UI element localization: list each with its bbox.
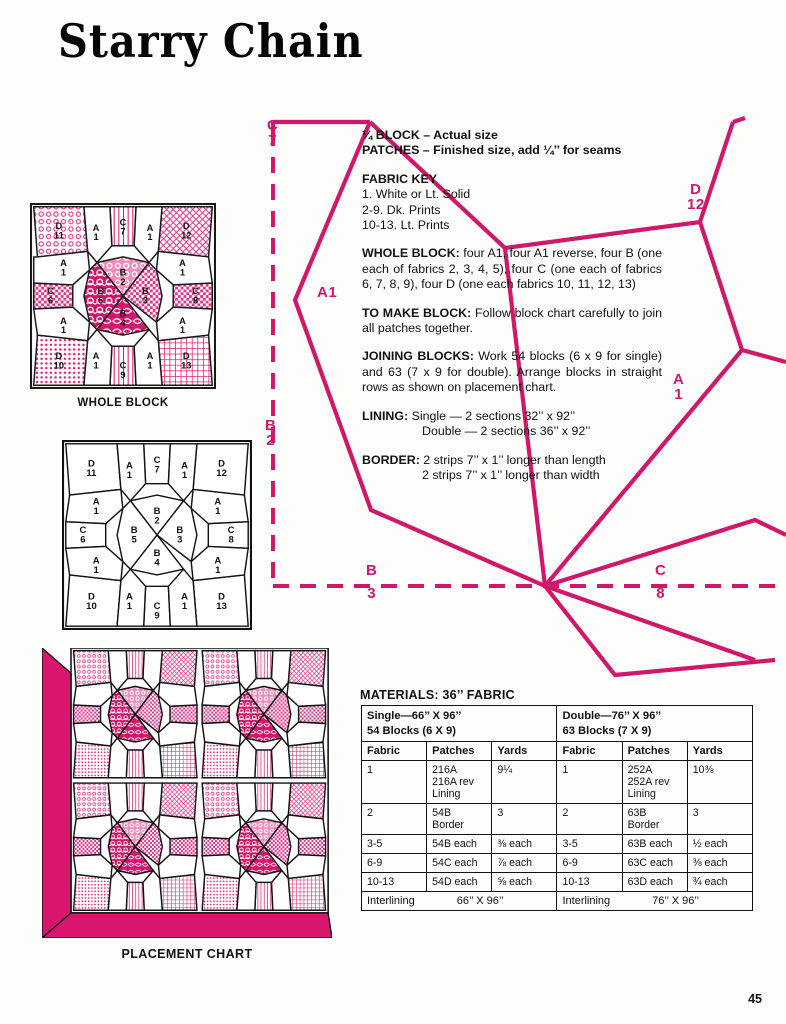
- svg-text:C: C: [79, 525, 87, 537]
- svg-text:B: B: [176, 525, 184, 537]
- pattern-label-c8: C 8: [655, 562, 667, 602]
- whole-block-text: four A1, four A1 reverse, four B (one each of fabrics 2, 3, 4, 5), four C (one each of fabrics 6, 7, 8, 9), four D (one each fabrics 10, 11, 12, 13): [362, 246, 663, 292]
- svg-text:9: 9: [154, 610, 160, 622]
- svg-text:5: 5: [98, 295, 104, 306]
- svg-text:6: 6: [80, 534, 86, 546]
- svg-text:7: 7: [154, 464, 160, 476]
- pattern-label-b2: B 2: [265, 417, 277, 449]
- svg-text:12: 12: [181, 230, 192, 241]
- svg-text:11: 11: [53, 230, 64, 241]
- svg-text:A: A: [60, 315, 67, 326]
- svg-text:A: A: [92, 496, 100, 508]
- svg-text:D: D: [182, 351, 190, 362]
- pattern-label-d12: D 12: [687, 181, 705, 213]
- svg-text:5: 5: [131, 534, 137, 546]
- svg-text:B: B: [119, 308, 127, 319]
- to-make-block-text: Follow block chart carefully to join all patches together.: [362, 305, 662, 336]
- cell-fabric: 10-13: [362, 873, 427, 892]
- cell-patches: 54C each: [427, 854, 492, 873]
- svg-text:A: A: [92, 222, 100, 233]
- svg-text:C: C: [119, 217, 127, 228]
- svg-text:A: A: [126, 460, 133, 472]
- svg-text:1: 1: [147, 360, 153, 371]
- cell-fabric: 6-9: [362, 854, 427, 873]
- border-line-2: 2 strips 7’’ x 1’’ longer than width: [422, 467, 600, 482]
- svg-text:1: 1: [93, 506, 99, 518]
- single-col-yards: Yards: [492, 742, 557, 761]
- to-make-block-heading: TO MAKE BLOCK:: [362, 305, 472, 320]
- border-heading: BORDER:: [362, 452, 420, 467]
- svg-text:A: A: [92, 555, 100, 567]
- cell-patches: 63D each: [622, 873, 687, 892]
- cell-fabric: 3-5: [362, 835, 427, 854]
- materials-table-wrapper: [361, 705, 753, 911]
- materials-table: [361, 705, 753, 911]
- svg-text:3: 3: [142, 295, 148, 306]
- svg-text:10: 10: [86, 601, 97, 613]
- svg-text:A: A: [214, 496, 222, 508]
- double-col-fabric: Fabric: [557, 742, 622, 761]
- svg-text:D: D: [55, 221, 63, 232]
- svg-text:1: 1: [126, 470, 133, 481]
- cell-patches: 63B each: [622, 835, 687, 854]
- svg-text:A: A: [181, 591, 188, 603]
- svg-text:6: 6: [47, 295, 54, 306]
- lining-line-1: Single — 2 sections 32’’ x 92’’: [411, 408, 576, 423]
- svg-text:1: 1: [93, 360, 99, 371]
- page-number: 45: [748, 992, 762, 1006]
- single-interlining: Interlining 66’’ X 96’’: [362, 892, 557, 911]
- svg-text:13: 13: [181, 360, 192, 371]
- svg-text:B: B: [141, 286, 149, 297]
- border-instruction: [362, 453, 662, 484]
- svg-text:3: 3: [177, 534, 183, 546]
- cell-yards: ⅜ each: [492, 835, 557, 854]
- svg-text:A: A: [146, 222, 154, 233]
- materials-heading: MATERIALS: 36’’ FABRIC: [360, 688, 515, 702]
- svg-text:11: 11: [86, 468, 97, 480]
- cell-patches: 54B Border: [427, 804, 492, 835]
- joining-blocks-instruction: [362, 349, 662, 395]
- cell-yards: ⅜ each: [687, 854, 752, 873]
- cell-fabric: 10-13: [557, 873, 622, 892]
- svg-text:10: 10: [53, 360, 65, 371]
- fabric-key-item-2: 2-9. Dk. Prints: [362, 202, 441, 217]
- svg-text:4: 4: [154, 557, 160, 569]
- fabric-key: [362, 172, 662, 234]
- svg-text:B: B: [153, 506, 161, 518]
- svg-text:C: C: [47, 286, 54, 297]
- table-row-interlining: [362, 892, 753, 911]
- table-row: [362, 804, 753, 835]
- svg-text:1: 1: [179, 325, 186, 336]
- single-title-cell: Single—66’’ X 96’’ 54 Blocks (6 X 9): [362, 706, 557, 742]
- svg-text:1: 1: [215, 565, 221, 576]
- cell-fabric: 1: [362, 761, 427, 804]
- svg-text:A: A: [179, 258, 186, 269]
- cell-fabric: 1: [557, 761, 622, 804]
- cell-fabric: 6-9: [557, 854, 622, 873]
- whole-block-caption: WHOLE BLOCK: [77, 397, 169, 409]
- svg-text:1: 1: [179, 267, 186, 278]
- whole-block-figure: [30, 203, 216, 409]
- svg-text:D: D: [55, 351, 63, 362]
- whole-block-image: [30, 203, 216, 389]
- svg-text:1: 1: [93, 232, 99, 243]
- svg-text:12: 12: [216, 468, 227, 480]
- svg-text:A: A: [146, 351, 154, 362]
- cell-patches: 216A 216A rev Lining: [427, 761, 492, 804]
- lining-instruction: [362, 409, 662, 440]
- table-row: [362, 854, 753, 873]
- svg-text:D: D: [182, 221, 190, 232]
- svg-text:13: 13: [216, 601, 227, 613]
- pattern-label-a1-right: A 1: [673, 371, 685, 403]
- instructions-text: [362, 128, 662, 483]
- cell-yards: 9¼: [492, 761, 557, 804]
- to-make-block-instruction: [362, 306, 662, 337]
- table-row: [362, 873, 753, 892]
- cell-yards: 3: [492, 804, 557, 835]
- instruction-sizing: [362, 128, 662, 159]
- svg-text:C: C: [153, 601, 161, 613]
- svg-text:B: B: [97, 286, 105, 297]
- table-row: [362, 761, 753, 804]
- pattern-label-c7: C 7: [267, 117, 279, 149]
- cell-fabric: 2: [557, 804, 622, 835]
- cell-yards: ½ each: [687, 835, 752, 854]
- pattern-label-b3: B 3: [366, 562, 378, 602]
- placement-chart-caption: PLACEMENT CHART: [121, 947, 253, 961]
- cell-patches: 54D each: [427, 873, 492, 892]
- table-row: [362, 835, 753, 854]
- svg-text:1: 1: [93, 565, 99, 576]
- svg-text:D: D: [88, 458, 95, 470]
- cell-patches: 63B Border: [622, 804, 687, 835]
- svg-text:D: D: [218, 591, 226, 603]
- single-col-patches: Patches: [427, 742, 492, 761]
- svg-text:B: B: [153, 547, 161, 559]
- svg-text:1: 1: [147, 232, 153, 243]
- fabric-key-item-1: 1. White or Lt. Solid: [362, 187, 471, 202]
- svg-text:8: 8: [192, 295, 199, 306]
- cell-patches: 63C each: [622, 854, 687, 873]
- svg-text:C: C: [227, 525, 235, 537]
- single-col-fabric: Fabric: [362, 742, 427, 761]
- svg-text:A: A: [179, 315, 186, 326]
- svg-text:1: 1: [60, 325, 67, 336]
- fabric-key-item-3: 10-13. Lt. Prints: [362, 218, 450, 233]
- joining-blocks-heading: JOINING BLOCKS:: [362, 349, 474, 364]
- pattern-label-a1-left: A1: [317, 284, 338, 301]
- svg-text:1: 1: [181, 601, 188, 613]
- lining-heading: LINING:: [362, 408, 409, 423]
- svg-text:A: A: [181, 460, 188, 472]
- svg-text:1: 1: [215, 506, 221, 518]
- svg-text:9: 9: [120, 369, 126, 380]
- svg-text:C: C: [119, 360, 127, 371]
- svg-text:D: D: [218, 458, 226, 470]
- joining-blocks-text: Work 54 blocks (6 x 9 for single) and 63 (7 x 9 for double). Arrange blocks in straight rows as shown on placement chart.: [362, 349, 662, 395]
- cell-fabric: 2: [362, 804, 427, 835]
- svg-text:C: C: [192, 286, 199, 297]
- line-quarter-block: ¼ BLOCK – Actual size: [362, 128, 498, 142]
- cell-yards: 3: [687, 804, 752, 835]
- block-chart-image: [62, 440, 252, 630]
- cell-fabric: 3-5: [557, 835, 622, 854]
- double-col-yards: Yards: [687, 742, 752, 761]
- lining-line-2: Double — 2 sections 36’’ x 92’’: [422, 424, 591, 439]
- block-chart-figure: [62, 440, 252, 630]
- fabric-key-heading: FABRIC KEY: [362, 171, 438, 186]
- whole-block-instruction: [362, 246, 662, 292]
- table-row-titles: [362, 706, 753, 742]
- whole-block-heading: WHOLE BLOCK:: [362, 246, 460, 261]
- cell-patches: 252A 252A rev Lining: [622, 761, 687, 804]
- svg-text:1: 1: [181, 470, 188, 481]
- cell-yards: ⅝ each: [492, 873, 557, 892]
- cell-yards: ⅞ each: [492, 854, 557, 873]
- double-col-patches: Patches: [622, 742, 687, 761]
- svg-text:A: A: [60, 258, 67, 269]
- cell-patches: 54B each: [427, 835, 492, 854]
- svg-text:1: 1: [60, 267, 67, 278]
- svg-text:A: A: [214, 555, 222, 567]
- svg-text:2: 2: [120, 276, 126, 287]
- svg-text:C: C: [153, 454, 161, 466]
- svg-text:4: 4: [120, 317, 126, 328]
- double-interlining: Interlining 76’’ X 96’’: [557, 892, 753, 911]
- svg-text:A: A: [92, 351, 100, 362]
- cell-yards: 10⅜: [687, 761, 752, 804]
- line-patches: PATCHES – Finished size, add ¼’’ for seams: [362, 143, 622, 158]
- svg-text:7: 7: [120, 226, 126, 237]
- svg-text:D: D: [88, 591, 95, 603]
- svg-text:8: 8: [228, 534, 234, 546]
- svg-text:2: 2: [154, 515, 160, 527]
- svg-text:A: A: [126, 591, 133, 603]
- page-title: Starry Chain: [58, 14, 364, 68]
- double-title-cell: Double—76’’ X 96’’ 63 Blocks (7 X 9): [557, 706, 753, 742]
- svg-text:B: B: [130, 525, 138, 537]
- svg-text:1: 1: [126, 601, 133, 613]
- svg-text:B: B: [119, 267, 127, 278]
- cell-yards: ¾ each: [687, 873, 752, 892]
- table-row-headers: [362, 742, 753, 761]
- border-line-1: 2 strips 7’’ x 1’’ longer than length: [419, 452, 606, 467]
